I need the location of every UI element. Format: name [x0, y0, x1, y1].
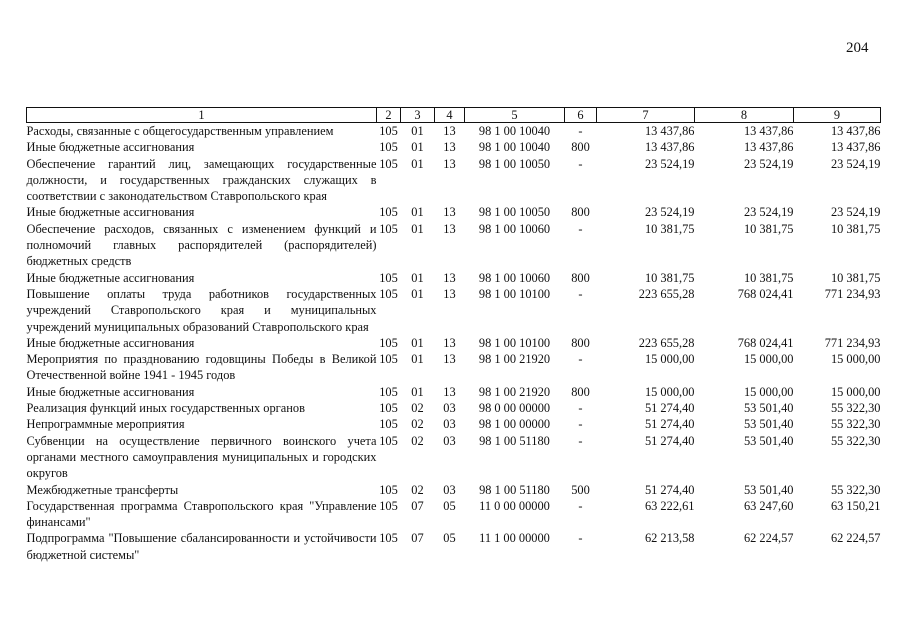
amount-col7-cell: 13 437,86 [644, 140, 695, 155]
amount-col9-cell: 23 524,19 [830, 156, 881, 171]
target-article-cell: 98 1 00 10060 [478, 221, 551, 236]
target-article-cell: 98 1 00 51180 [479, 482, 550, 497]
ministry-code-cell: 105 [379, 384, 398, 399]
amount-col8-cell: 10 381,75 [743, 221, 794, 236]
table-row [27, 139, 881, 155]
expense-name-cell: Повышение оплаты труда работников государственных учреждений Ставропольского края и муниципальных учреждений муниципальных образований Ставропольского края [26, 286, 377, 334]
amount-col7-cell: 15 000,00 [644, 352, 695, 367]
header-cell: 1 [27, 108, 377, 123]
amount-col7-cell: 10 381,75 [644, 221, 695, 236]
expense-name-cell: Реализация функций иных государственных органов [26, 401, 305, 416]
amount-col8-cell: 63 247,60 [743, 498, 794, 513]
subsection-code-cell: 13 [443, 140, 456, 155]
amount-col8-cell: 23 524,19 [743, 156, 794, 171]
table-row [27, 335, 881, 351]
table-row [27, 123, 881, 140]
amount-col7-cell: 23 524,19 [644, 205, 695, 220]
target-article-cell: 11 1 00 00000 [479, 531, 550, 546]
amount-col7-cell: 51 274,40 [644, 482, 695, 497]
amount-col8-cell: 768 024,41 [737, 335, 794, 350]
subsection-code-cell: 05 [443, 531, 456, 546]
subsection-code-cell: 13 [443, 221, 456, 236]
amount-col8-cell: 53 501,40 [743, 433, 794, 448]
amount-col9-cell: 55 322,30 [830, 433, 881, 448]
amount-col9-cell: 15 000,00 [830, 352, 881, 367]
amount-col9-cell: 55 322,30 [830, 417, 881, 432]
page-number: 204 [846, 40, 869, 56]
expense-type-cell: 800 [571, 270, 590, 285]
expense-name-cell: Иные бюджетные ассигнования [26, 205, 195, 220]
header-cell: 6 [565, 108, 597, 123]
table-row [27, 204, 881, 220]
table-row [27, 482, 881, 498]
expense-type-cell: 800 [571, 384, 590, 399]
table-row [27, 416, 881, 432]
target-article-cell: 98 1 00 10100 [478, 286, 551, 301]
amount-col9-cell: 55 322,30 [830, 401, 881, 416]
ministry-code-cell: 105 [379, 482, 398, 497]
amount-col7-cell: 62 213,58 [644, 531, 695, 546]
table-row [27, 433, 881, 482]
target-article-cell: 98 1 00 21920 [478, 352, 551, 367]
ministry-code-cell: 105 [379, 401, 398, 416]
expense-type-cell: 500 [571, 482, 590, 497]
expense-type-cell: - [578, 221, 583, 236]
ministry-code-cell: 105 [379, 270, 398, 285]
section-code-cell: 07 [411, 498, 424, 513]
target-article-cell: 98 1 00 21920 [478, 384, 551, 399]
subsection-code-cell: 03 [443, 433, 456, 448]
ministry-code-cell: 105 [379, 221, 398, 236]
table-row [27, 286, 881, 335]
table-row [27, 351, 881, 384]
table-row [27, 270, 881, 286]
ministry-code-cell: 105 [379, 417, 398, 432]
amount-col7-cell: 63 222,61 [644, 498, 695, 513]
target-article-cell: 98 1 00 10050 [478, 205, 551, 220]
amount-col9-cell: 13 437,86 [830, 124, 881, 138]
target-article-cell: 98 1 00 10100 [478, 335, 551, 350]
amount-col8-cell: 13 437,86 [743, 140, 794, 155]
ministry-code-cell: 105 [379, 286, 398, 301]
amount-col9-cell: 15 000,00 [830, 384, 881, 399]
section-code-cell: 02 [411, 433, 424, 448]
amount-col7-cell: 10 381,75 [644, 270, 695, 285]
target-article-cell: 98 1 00 51180 [479, 433, 550, 448]
expense-name-cell: Межбюджетные трансферты [26, 482, 179, 497]
amount-col9-cell: 23 524,19 [830, 205, 881, 220]
ministry-code-cell: 105 [379, 156, 398, 171]
expense-type-cell: - [578, 531, 583, 546]
subsection-code-cell: 13 [443, 156, 456, 171]
target-article-cell: 98 1 00 10050 [478, 156, 551, 171]
subsection-code-cell: 13 [443, 335, 456, 350]
amount-col8-cell: 23 524,19 [743, 205, 794, 220]
table-row [27, 400, 881, 416]
ministry-code-cell: 105 [379, 124, 398, 138]
section-code-cell: 01 [411, 352, 424, 367]
ministry-code-cell: 105 [379, 205, 398, 220]
subsection-code-cell: 03 [443, 401, 456, 416]
subsection-code-cell: 13 [443, 286, 456, 301]
expense-name-cell: Мероприятия по празднованию годовщины Победы в Великой Отечественной войне 1941 - 1945 годов [26, 352, 377, 383]
expense-name-cell: Обеспечение расходов, связанных с изменением функций и полномочий главных распорядителей (распорядителей) бюджетных средств [26, 221, 377, 269]
expense-type-cell: 800 [571, 205, 590, 220]
expense-type-cell: - [578, 417, 583, 432]
expense-name-cell: Обеспечение гарантий лиц, замещающих государственные должности, и государственных гражданских служащих в соответствии с законодательством Ставропольского края [26, 156, 377, 204]
target-article-cell: 98 1 00 00000 [478, 417, 551, 432]
ministry-code-cell: 105 [379, 335, 398, 350]
target-article-cell: 98 1 00 10040 [478, 124, 551, 138]
expense-name-cell: Непрограммные мероприятия [26, 417, 185, 432]
amount-col9-cell: 771 234,93 [824, 286, 881, 301]
expense-name-cell: Государственная программа Ставропольского края "Управление финансами" [26, 498, 377, 530]
amount-col8-cell: 62 224,57 [743, 531, 794, 546]
amount-col7-cell: 223 655,28 [638, 286, 695, 301]
amount-col9-cell: 771 234,93 [824, 335, 881, 350]
table-body [27, 123, 881, 564]
amount-col8-cell: 53 501,40 [743, 401, 794, 416]
ministry-code-cell: 105 [379, 433, 398, 448]
expense-type-cell: - [578, 498, 583, 513]
amount-col7-cell: 15 000,00 [644, 384, 695, 399]
expense-name-cell: Иные бюджетные ассигнования [26, 384, 195, 399]
budget-table [26, 107, 881, 563]
amount-col8-cell: 53 501,40 [743, 417, 794, 432]
section-code-cell: 01 [411, 270, 424, 285]
expense-name-cell: Расходы, связанные с общегосударственным управлением [26, 124, 334, 138]
target-article-cell: 98 0 00 00000 [478, 401, 551, 416]
amount-col7-cell: 13 437,86 [644, 124, 695, 138]
subsection-code-cell: 13 [443, 124, 456, 138]
target-article-cell: 98 1 00 10040 [478, 140, 551, 155]
expense-type-cell: - [578, 156, 583, 171]
amount-col7-cell: 51 274,40 [644, 417, 695, 432]
header-cell: 7 [597, 108, 695, 123]
ministry-code-cell: 105 [379, 140, 398, 155]
amount-col8-cell: 15 000,00 [743, 384, 794, 399]
subsection-code-cell: 05 [443, 498, 456, 513]
expense-type-cell: - [578, 401, 583, 416]
amount-col8-cell: 10 381,75 [743, 270, 794, 285]
subsection-code-cell: 13 [443, 352, 456, 367]
expense-type-cell: - [578, 433, 583, 448]
section-code-cell: 01 [411, 140, 424, 155]
table-row [27, 530, 881, 563]
section-code-cell: 02 [411, 482, 424, 497]
expense-name-cell: Подпрограмма "Повышение сбалансированности и устойчивости бюджетной системы" [26, 531, 377, 562]
amount-col8-cell: 53 501,40 [743, 482, 794, 497]
section-code-cell: 01 [411, 335, 424, 350]
amount-col7-cell: 51 274,40 [644, 401, 695, 416]
table-row [27, 384, 881, 400]
header-cell: 3 [401, 108, 435, 123]
subsection-code-cell: 13 [443, 270, 456, 285]
amount-col7-cell: 51 274,40 [644, 433, 695, 448]
table-row [27, 498, 881, 531]
amount-col9-cell: 63 150,21 [830, 498, 881, 513]
target-article-cell: 98 1 00 10060 [478, 270, 551, 285]
subsection-code-cell: 03 [443, 482, 456, 497]
header-cell: 9 [794, 108, 881, 123]
expense-name-cell: Иные бюджетные ассигнования [26, 140, 195, 155]
header-cell: 4 [435, 108, 465, 123]
expense-type-cell: - [578, 286, 583, 301]
table-header [27, 108, 881, 123]
ministry-code-cell: 105 [379, 352, 398, 367]
section-code-cell: 01 [411, 221, 424, 236]
expense-name-cell: Субвенции на осуществление первичного воинского учета органами местного самоуправления муниципальных и городских округов [26, 433, 377, 481]
amount-col8-cell: 13 437,86 [743, 124, 794, 138]
amount-col7-cell: 23 524,19 [644, 156, 695, 171]
expense-type-cell: - [578, 124, 583, 138]
section-code-cell: 01 [411, 124, 424, 138]
header-row [27, 108, 881, 123]
section-code-cell: 01 [411, 156, 424, 171]
expense-type-cell: 800 [571, 335, 590, 350]
expense-name-cell: Иные бюджетные ассигнования [26, 270, 195, 285]
amount-col9-cell: 10 381,75 [830, 270, 881, 285]
section-code-cell: 01 [411, 384, 424, 399]
target-article-cell: 11 0 00 00000 [479, 498, 550, 513]
amount-col7-cell: 223 655,28 [638, 335, 695, 350]
table-row [27, 156, 881, 205]
amount-col9-cell: 13 437,86 [830, 140, 881, 155]
header-cell: 5 [465, 108, 565, 123]
ministry-code-cell: 105 [379, 498, 398, 513]
amount-col9-cell: 62 224,57 [830, 531, 881, 546]
section-code-cell: 01 [411, 205, 424, 220]
expense-name-cell: Иные бюджетные ассигнования [26, 335, 195, 350]
amount-col9-cell: 10 381,75 [830, 221, 881, 236]
section-code-cell: 02 [411, 401, 424, 416]
ministry-code-cell: 105 [379, 531, 398, 546]
expense-type-cell: - [578, 352, 583, 367]
amount-col9-cell: 55 322,30 [830, 482, 881, 497]
table-row [27, 221, 881, 270]
expense-type-cell: 800 [571, 140, 590, 155]
amount-col8-cell: 768 024,41 [737, 286, 794, 301]
header-cell: 8 [695, 108, 794, 123]
subsection-code-cell: 13 [443, 384, 456, 399]
header-cell: 2 [377, 108, 401, 123]
subsection-code-cell: 03 [443, 417, 456, 432]
subsection-code-cell: 13 [443, 205, 456, 220]
section-code-cell: 07 [411, 531, 424, 546]
section-code-cell: 02 [411, 417, 424, 432]
section-code-cell: 01 [411, 286, 424, 301]
amount-col8-cell: 15 000,00 [743, 352, 794, 367]
